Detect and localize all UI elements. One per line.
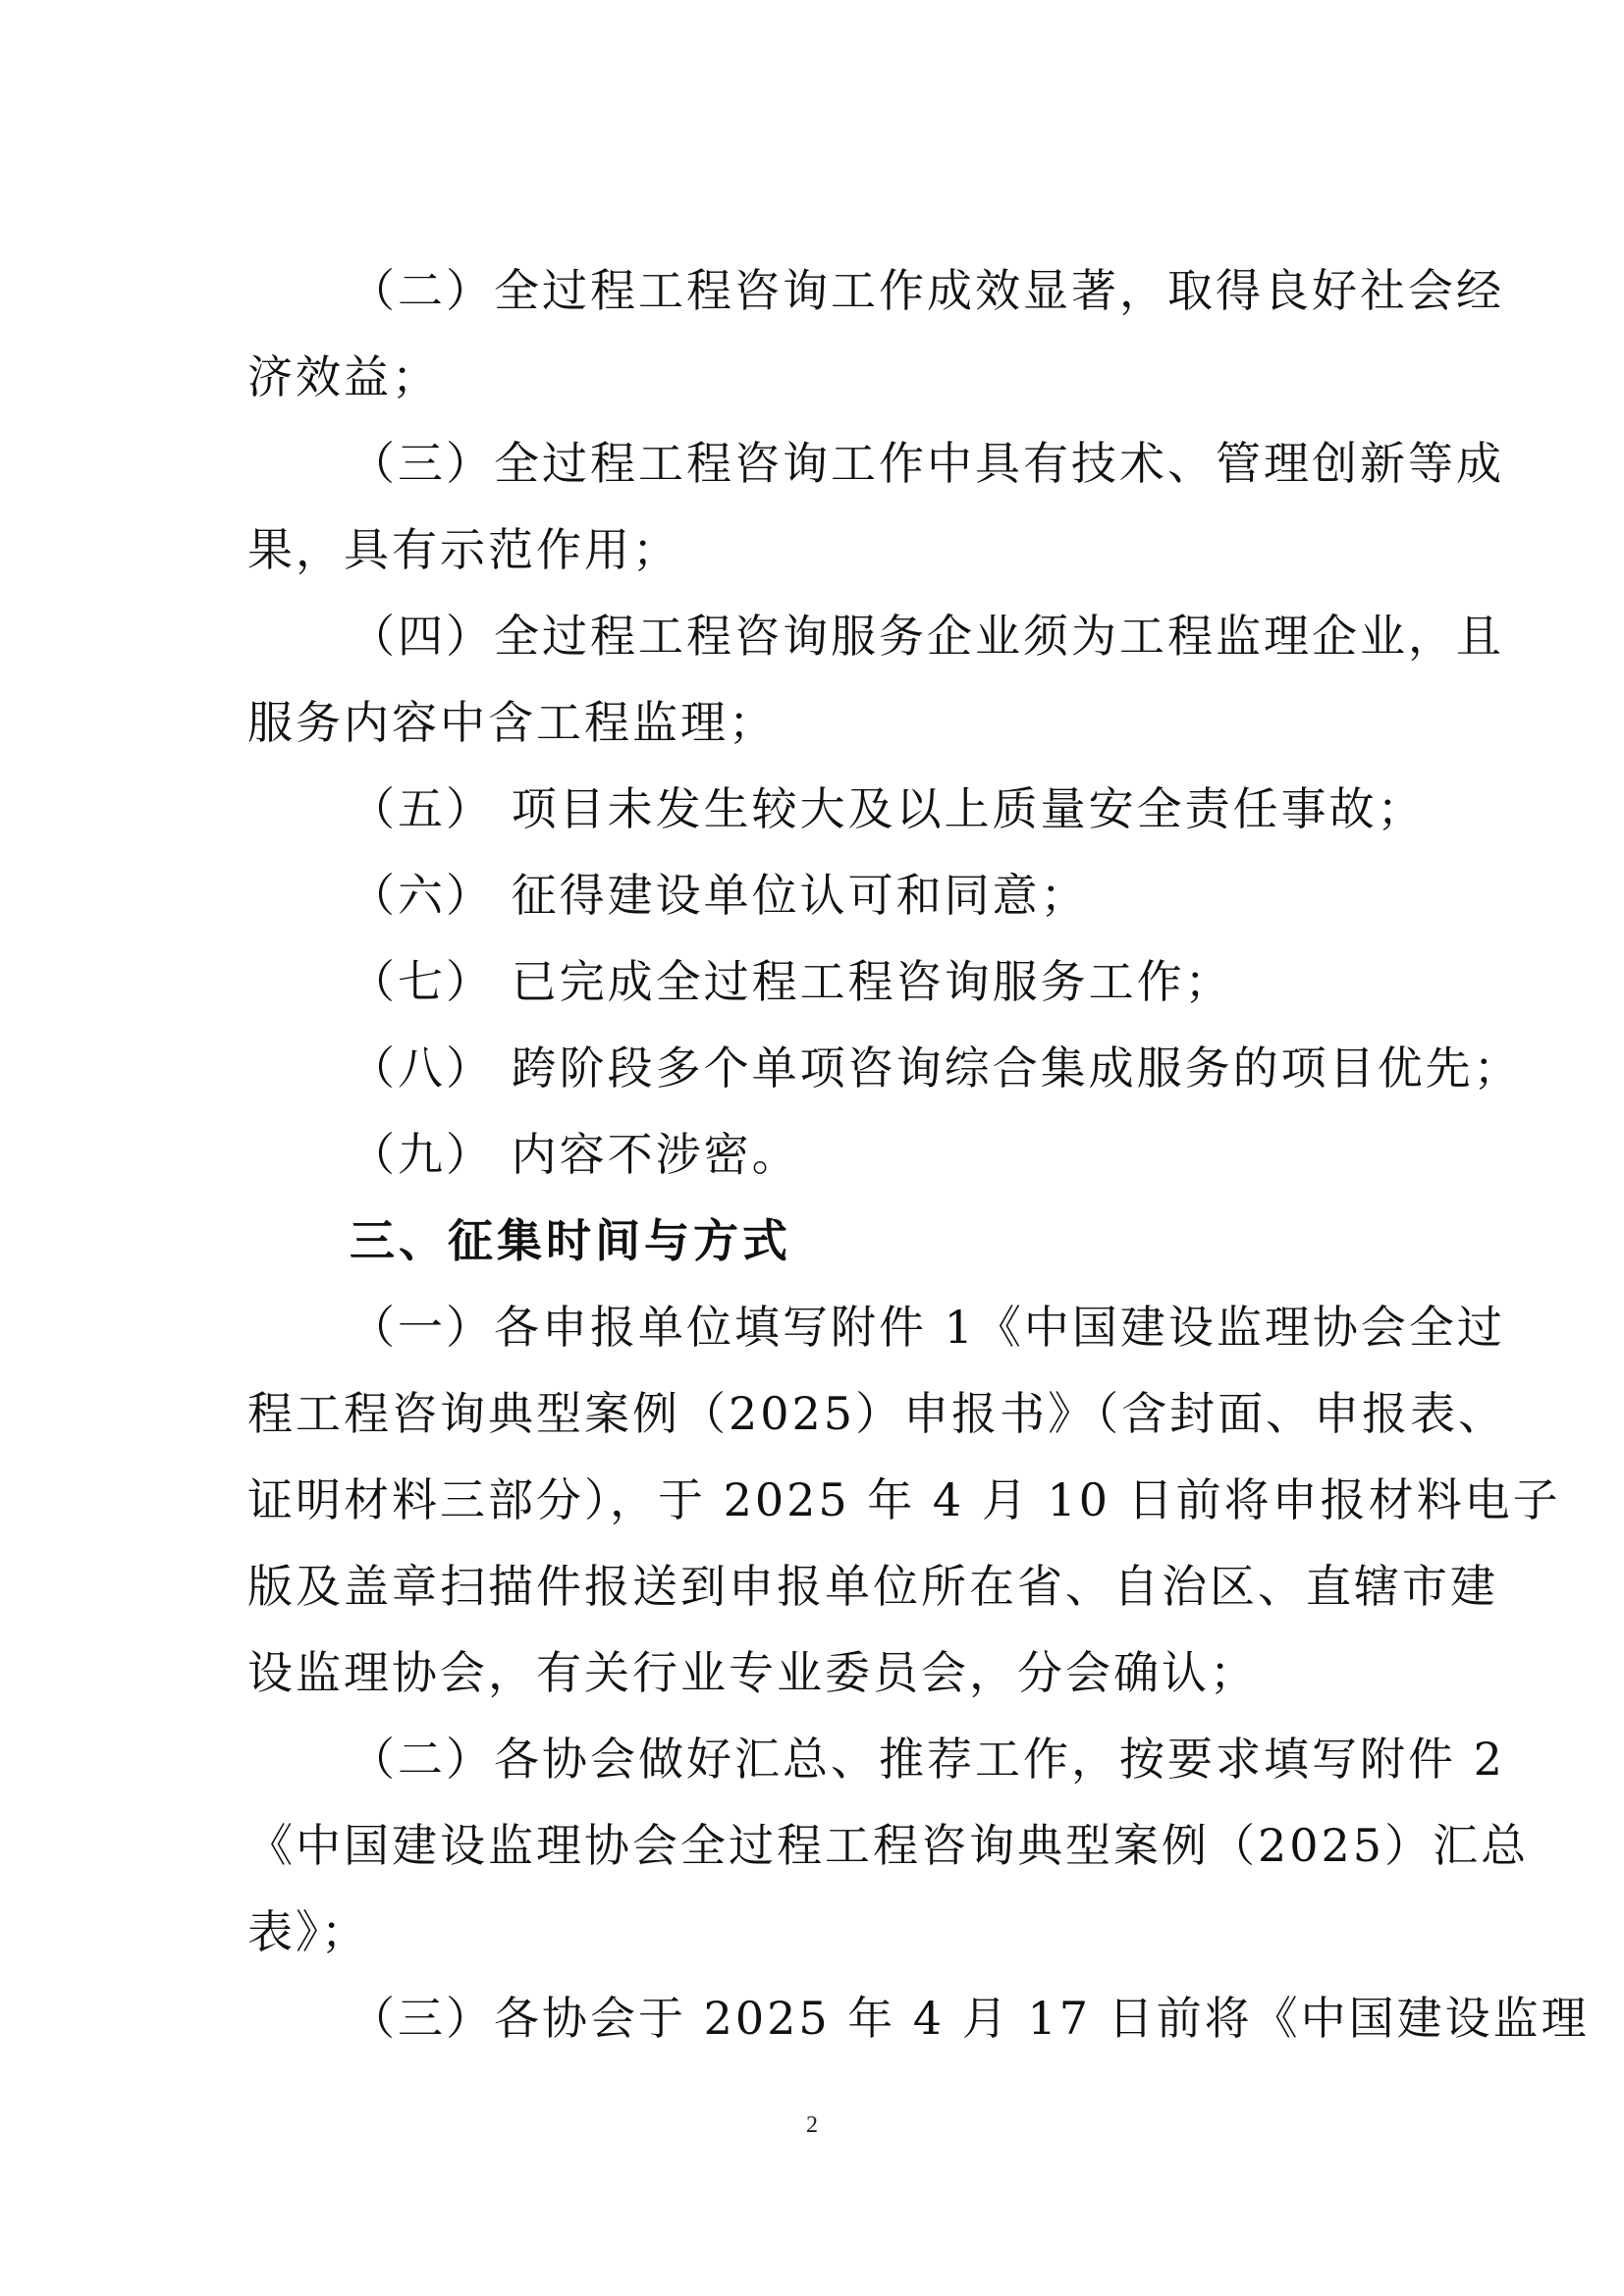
text-line: 表》； bbox=[247, 1905, 369, 1958]
text-line: 程工程咨询典型案例（2025）申报书》（含封面、申报表、 bbox=[247, 1387, 1507, 1440]
text-line: （一）各申报单位填写附件 1《中国建设监理协会全过 bbox=[350, 1301, 1505, 1354]
text-line: （五） 项目未发生较大及以上质量安全责任事故； bbox=[350, 782, 1426, 835]
text-line: （七） 已完成全过程工程咨询服务工作； bbox=[350, 955, 1233, 1008]
text-line: 设监理协会，有关行业专业委员会，分会确认； bbox=[247, 1646, 1258, 1699]
text-line: 《中国建设监理协会全过程工程咨询典型案例（2025）汇总 bbox=[247, 1819, 1530, 1872]
section-heading: 三、征集时间与方式 bbox=[350, 1214, 791, 1267]
page-number: 2 bbox=[806, 2112, 818, 2138]
text-line: （二）各协会做好汇总、推荐工作，按要求填写附件 2 bbox=[350, 1733, 1505, 1786]
text-line: 服务内容中含工程监理； bbox=[247, 696, 777, 749]
document-body bbox=[247, 247, 1590, 2061]
text-line: 证明材料三部分），于 2025 年 4 月 10 日前将申报材料电子 bbox=[247, 1473, 1561, 1526]
text-line: （六） 征得建设单位认可和同意； bbox=[350, 869, 1089, 922]
text-line: （三）全过程工程咨询工作中具有技术、管理创新等成 bbox=[350, 437, 1504, 490]
text-line: 果，具有示范作用； bbox=[247, 523, 680, 576]
text-line: （八） 跨阶段多个单项咨询综合集成服务的项目优先； bbox=[350, 1041, 1522, 1095]
text-line: （三）各协会于 2025 年 4 月 17 日前将《中国建设监理 bbox=[350, 1992, 1590, 2045]
text-line: （四）全过程工程咨询服务企业须为工程监理企业，且 bbox=[350, 610, 1504, 663]
text-line: （二）全过程工程咨询工作成效显著，取得良好社会经 bbox=[350, 264, 1504, 317]
text-line: 济效益； bbox=[247, 350, 440, 403]
text-line: （九） 内容不涉密。 bbox=[350, 1128, 800, 1181]
text-line: 版及盖章扫描件报送到申报单位所在省、自治区、直辖市建 bbox=[247, 1560, 1498, 1613]
